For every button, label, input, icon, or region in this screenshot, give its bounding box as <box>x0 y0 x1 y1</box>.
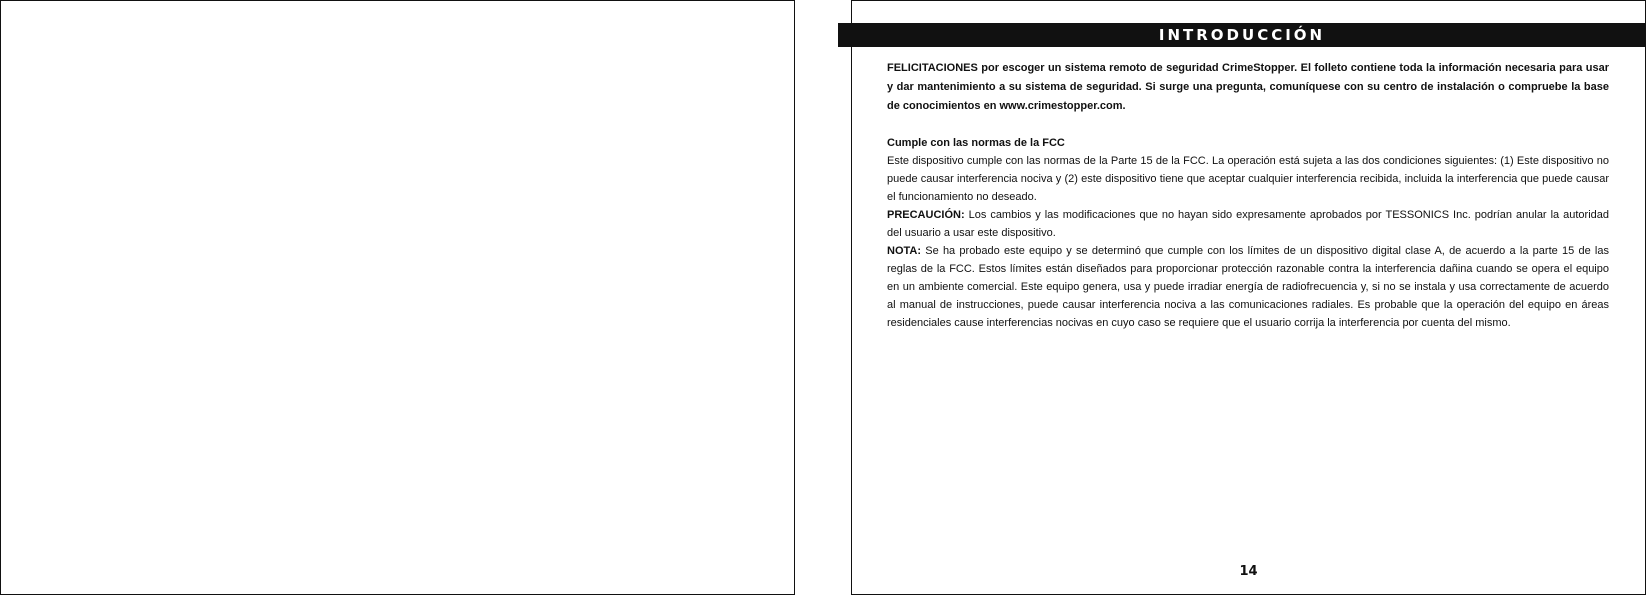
note-paragraph <box>887 242 1609 332</box>
caution-paragraph <box>887 206 1609 242</box>
caution-text: Los cambios y las modificaciones que no hayan sido expresamente aprobados por TESSONICS Inc. podrían anular la autoridad del usuario a usar este dispositivo. <box>887 209 1609 239</box>
note-text: Se ha probado este equipo y se determinó que cumple con los límites de un dispositivo digital clase A, de acuerdo a la parte 15 de las reglas de la FCC. Estos límites están diseñados para proporcionar protección razonable contra la interferencia dañina cuando se opera el equipo en un ambiente comercial. Este equipo genera, usa y puede irradiar energía de radiofrecuencia y, si no se instala y usa correctamente de acuerdo al manual de instrucciones, puede causar interferencia nociva a las comunicaciones radiales. Es probable que la operación del equipo en áreas residenciales cause interferencias nocivas en cuyo caso se requiere que el usuario corrija la interferencia por cuenta del mismo. <box>887 245 1609 329</box>
section-title-bar: INTRODUCCIÓN <box>838 23 1646 47</box>
note-label: NOTA: <box>887 245 922 257</box>
right-page <box>851 0 1646 595</box>
intro-paragraph: FELICITACIONES por escoger un sistema remoto de seguridad CrimeStopper. El folleto contiene toda la información necesaria para usar y dar mantenimiento a su sistema de seguridad. Si surge una pregunta, comuníquese con su centro de instalación o compruebe la base de conocimientos en www.crimestopper.com. <box>887 62 1609 112</box>
caution-label: PRECAUCIÓN: <box>887 209 965 221</box>
page-number: 14 <box>1239 564 1258 579</box>
left-page-blank <box>0 0 795 595</box>
fcc-paragraph: Este dispositivo cumple con las normas de la Parte 15 de la FCC. La operación está sujeta a las dos condiciones siguientes: (1) Este dispositivo no puede causar interferencia nociva y (2) este dispositivo tiene que aceptar cualquier interferencia recibida, incluida la interferencia que puede causar el funcionamiento no deseado. <box>887 155 1609 203</box>
page-content <box>887 59 1609 332</box>
fcc-heading: Cumple con las normas de la FCC <box>887 137 1065 149</box>
